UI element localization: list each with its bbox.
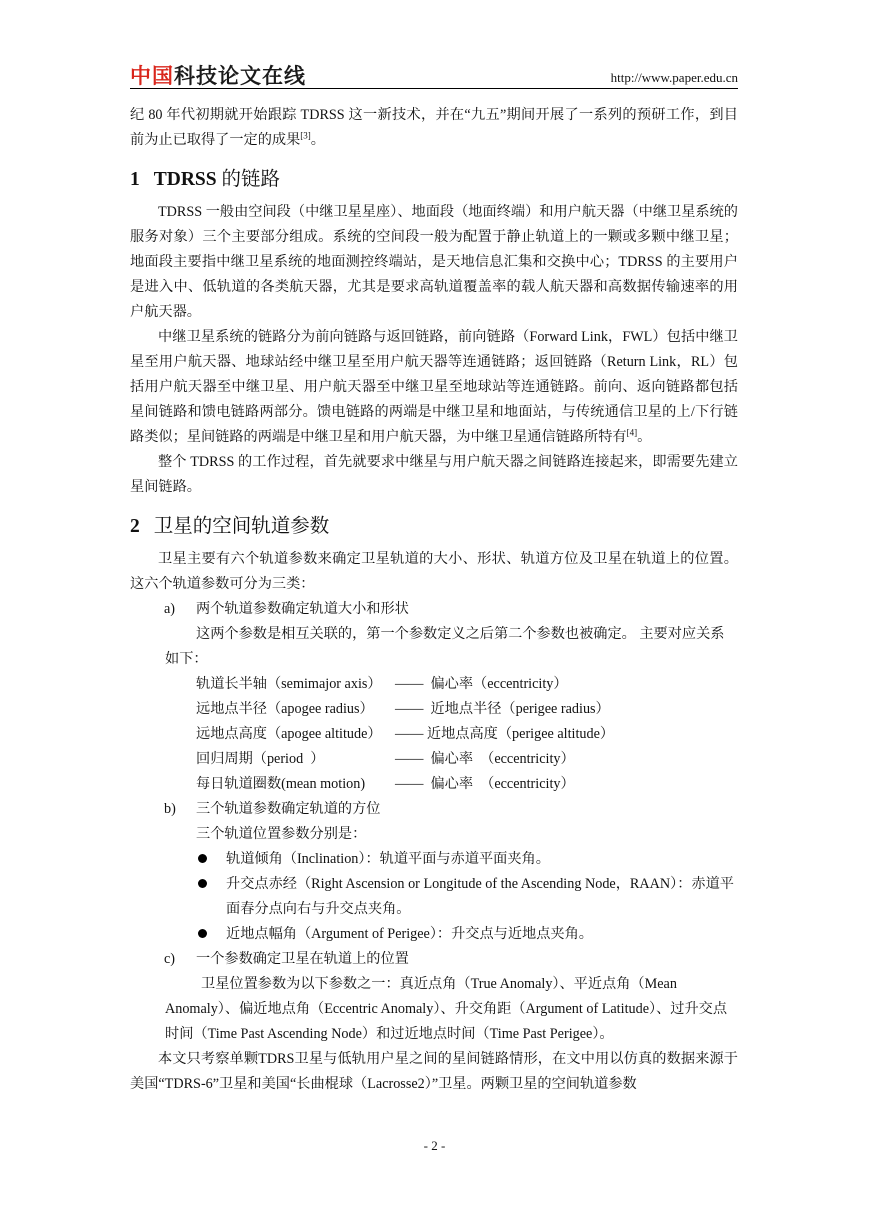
list-marker: a)	[164, 601, 176, 617]
citation-ref[interactable]: [4]	[626, 427, 638, 438]
sec2-paragraph-1: 卫星主要有六个轨道参数来确定卫星轨道的大小、形状、轨道方位及卫星在轨道上的位置。这六个轨道参数可分为三类：	[130, 551, 738, 592]
header-url[interactable]: http://www.paper.edu.cn	[610, 70, 738, 85]
page-content	[130, 103, 738, 1097]
list-marker: c)	[164, 951, 176, 967]
section-title-latin: TDRSS	[153, 169, 217, 190]
section-title-cn: 的链路	[216, 169, 281, 190]
parameter-pair	[196, 722, 738, 747]
pair-left: 远地点半径（apogee radius）	[196, 701, 374, 717]
parameter-pair	[196, 672, 738, 697]
section-title: 卫星的空间轨道参数	[153, 516, 330, 537]
list-item-title: 两个轨道参数确定轨道大小和形状	[196, 601, 409, 617]
pair-right: —— 近地点半径（perigee radius）	[395, 701, 610, 717]
list-item-b	[130, 797, 738, 822]
list-marker: b)	[164, 801, 176, 817]
sec1-paragraph-2-end: 。	[637, 429, 652, 445]
section-1-heading	[130, 163, 738, 191]
page-number: - 2 -	[423, 1138, 446, 1153]
parameter-pair	[196, 772, 738, 797]
sec1-paragraph-2-text: 中继卫星系统的链路分为前向链路与返回链路，前向链路（Forward Link，FWL）包括中继卫星至用户航天器、地球站经中继卫星至用户航天器等连通链路；返回链路（Return Link，RL）包括用户航天器至中继卫星、用户航天器至中继卫星至地球站等连通链路。前向、返向链路都包括星间链路和馈电链路两部分。馈电链路的两端是中继卫星和地面站，与传统通信卫星的上/下行链路类似；星间链路的两端是中继卫星和用户航天器，为中继卫星通信链路所特有	[130, 329, 738, 445]
bullet-item	[130, 922, 738, 947]
intro-end: 。	[310, 132, 325, 148]
list-item-a-desc	[130, 622, 738, 672]
pair-right: —— 近地点高度（perigee altitude）	[395, 726, 615, 742]
citation-ref[interactable]: [3]	[300, 130, 311, 141]
pair-right: —— 偏心率（eccentricity）	[395, 676, 568, 692]
sec1-paragraph-1: TDRSS 一般由空间段（中继卫星星座）、地面段（地面终端）和用户航天器（中继卫星系统的服务对象）三个主要部分组成。系统的空间段一般为配置于静止轨道上的一颗或多颗中继卫星；地面段主要指中继卫星系统的地面测控终端站，是天地信息汇集和交换中心；TDRSS 的主要用户是进入中、低轨道的各类航天器，尤其是要求高轨道覆盖率的载人航天器和高数据传输速率的用户航天器。	[130, 204, 738, 320]
sec2-paragraph-last: 本文只考察单颗TDRS卫星与低轨用户星之间的星间链路情形，在文中用以仿真的数据来源于美国“TDRS-6”卫星和美国“长曲棍球（Lacrosse2）”卫星。两颗卫星的空间轨道参数	[130, 1051, 738, 1092]
list-item-b-desc: 三个轨道位置参数分别是：	[196, 826, 367, 842]
bullet-icon	[196, 922, 226, 947]
bullet-item	[130, 847, 738, 872]
sec1-paragraph-2	[130, 325, 738, 450]
section-number: 1	[130, 169, 140, 190]
pair-left: 远地点高度（apogee altitude）	[196, 726, 382, 742]
bullet-text: 轨道倾角（Inclination）：轨道平面与赤道平面夹角。	[226, 851, 550, 867]
pair-left: 每日轨道圈数(mean motion)	[196, 776, 366, 792]
site-logo	[130, 60, 306, 90]
list-item-c-desc	[130, 972, 738, 1047]
intro-paragraph	[130, 103, 738, 153]
list-item-desc-text: 卫星位置参数为以下参数之一：真近点角（True Anomaly）、平近点角（Mean Anomaly）、偏近地点角（Eccentric Anomaly）、升交角距（Argument of Latitude）、过升交点时间（Time Past Ascending Node）和过近地点时间（Time Past Perigee）。	[165, 976, 728, 1042]
list-item-c	[130, 947, 738, 972]
bullet-icon	[196, 872, 226, 922]
pair-left: 回归周期（period ）	[196, 751, 325, 767]
logo-text-red: 中国	[130, 64, 174, 88]
list-item-desc-text: 这两个参数是相互关联的，第一个参数定义之后第二个参数也被确定。 主要对应关系如下：	[165, 626, 725, 667]
bullet-item	[130, 872, 738, 922]
list-item-title: 三个轨道参数确定轨道的方位	[196, 801, 381, 817]
bullet-text: 升交点赤经（Right Ascension or Longitude of the Ascending Node，RAAN）：赤道平面春分点向右与升交点夹角。	[226, 876, 734, 917]
list-item-a	[130, 597, 738, 622]
pair-right: —— 偏心率 （eccentricity）	[395, 751, 575, 767]
list-item-title: 一个参数确定卫星在轨道上的位置	[196, 951, 409, 967]
intro-text: 纪 80 年代初期就开始跟踪 TDRSS 这一新技术，并在“九五”期间开展了一系列的预研工作，到目前为止已取得了一定的成果	[130, 107, 738, 148]
bullet-icon	[196, 847, 226, 872]
sec1-paragraph-3: 整个 TDRSS 的工作过程，首先就要求中继星与用户航天器之间链路连接起来，即需要先建立星间链路。	[130, 454, 738, 495]
header-rule	[130, 88, 738, 89]
logo-text-dark: 科技论文在线	[174, 64, 306, 88]
bullet-text: 近地点幅角（Argument of Perigee）：升交点与近地点夹角。	[226, 926, 593, 942]
section-number: 2	[130, 516, 140, 537]
parameter-pair	[196, 747, 738, 772]
pair-left: 轨道长半轴（semimajor axis）	[196, 676, 382, 692]
parameter-pairs	[130, 672, 738, 797]
parameter-pair	[196, 697, 738, 722]
pair-right: —— 偏心率 （eccentricity）	[395, 776, 575, 792]
section-2-heading	[130, 510, 738, 538]
